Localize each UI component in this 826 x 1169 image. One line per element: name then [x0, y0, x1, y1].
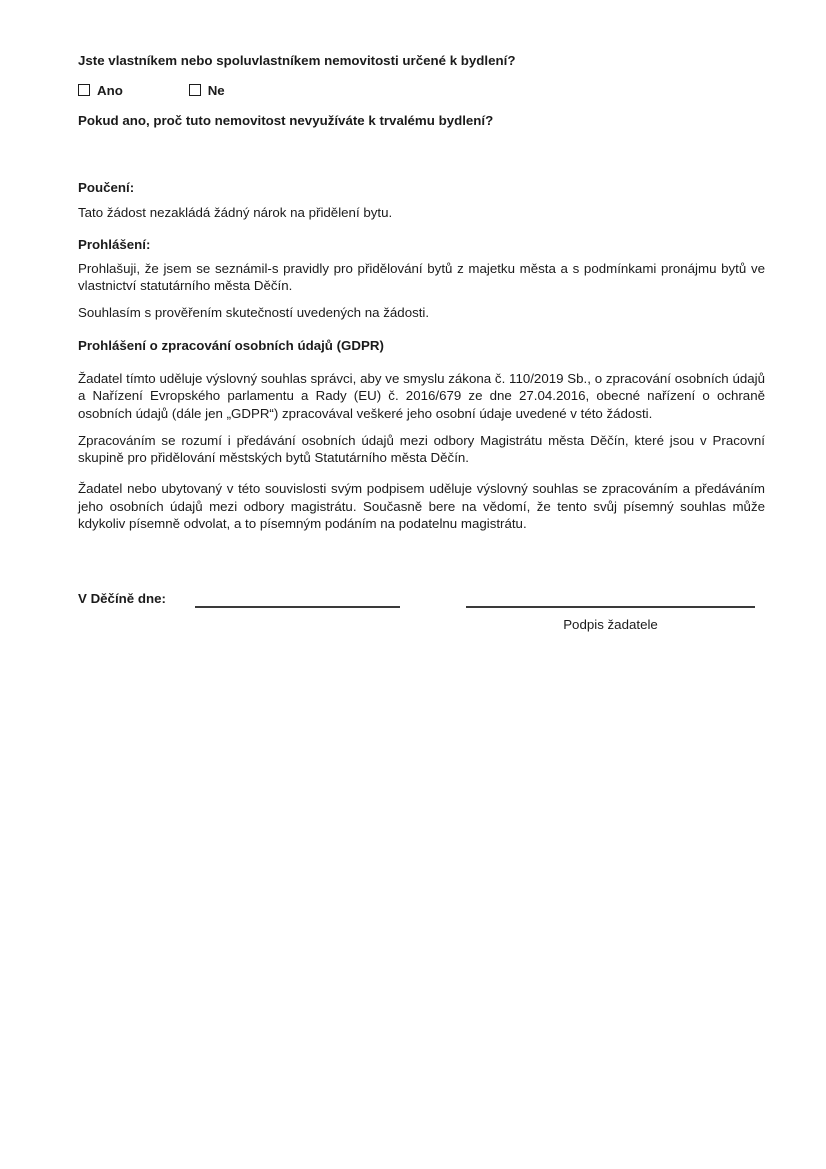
consent-verification-text: Souhlasím s prověřením skutečností uvedených na žádosti.: [78, 305, 430, 321]
notice-heading: Poučení:: [78, 179, 135, 195]
signature-caption: Podpis žadatele: [563, 617, 658, 633]
checkbox-ano-label: Ano: [97, 83, 123, 99]
checkbox-ne[interactable]: [189, 84, 201, 96]
notice-text: Tato žádost nezakládá žádný nárok na přidělení bytu.: [78, 205, 393, 221]
signature-section: [78, 590, 765, 670]
question-why-unused: Pokud ano, proč tuto nemovitost nevyužíváte k trvalému bydlení?: [78, 112, 494, 128]
signature-fill-line[interactable]: [466, 606, 755, 608]
checkbox-option-ne[interactable]: [189, 82, 225, 99]
checkbox-option-ano[interactable]: [78, 82, 185, 99]
gdpr-paragraph-2: Zpracováním se rozumí i předávání osobních údajů mezi odbory Magistrátu města Děčín, které jsou v Pracovní skupině pro přidělování městských bytů Statutárního města Děčín.: [78, 432, 765, 466]
checkbox-ano[interactable]: [78, 84, 90, 96]
date-label: V Děčíně dne:: [78, 591, 166, 607]
checkbox-ne-label: Ne: [207, 83, 225, 99]
declaration-heading: Prohlášení:: [78, 237, 151, 253]
gdpr-paragraph-3: Žadatel nebo ubytovaný v této souvislosti svým podpisem uděluje výslovný souhlas se zpracováním a předáváním jeho osobních údajů mezi odbory magistrátu. Současně bere na vědomí, že tento svůj písemný souhlas může kdykoliv písemně odvolat, a to písemným podáním na podatelnu magistrátu.: [78, 481, 765, 532]
question-ownership: Jste vlastníkem nebo spoluvlastníkem nemovitosti určené k bydlení?: [78, 53, 516, 68]
gdpr-heading: Prohlášení o zpracování osobních údajů (GDPR): [78, 337, 384, 353]
checkbox-row: [78, 82, 765, 99]
date-fill-line[interactable]: [195, 606, 400, 608]
gdpr-paragraph-1: Žadatel tímto uděluje výslovný souhlas správci, aby ve smyslu zákona č. 110/2019 Sb., o zpracování osobních údajů a Nařízení Evropského parlamentu a Rady (EU) č. 2016/679 ze dne 27.04.2016, obecné nařízení o ochraně osobních údajů (dále jen „GDPR“) zpracovával veškeré jeho osobní údaje uvedené v této žádosti.: [78, 370, 765, 421]
declaration-text: Prohlašuji, že jsem se seznámil-s pravidly pro přidělování bytů z majetku města a s podmínkami pronájmu bytů ve vlastnictví statutárního města Děčín.: [78, 260, 765, 294]
